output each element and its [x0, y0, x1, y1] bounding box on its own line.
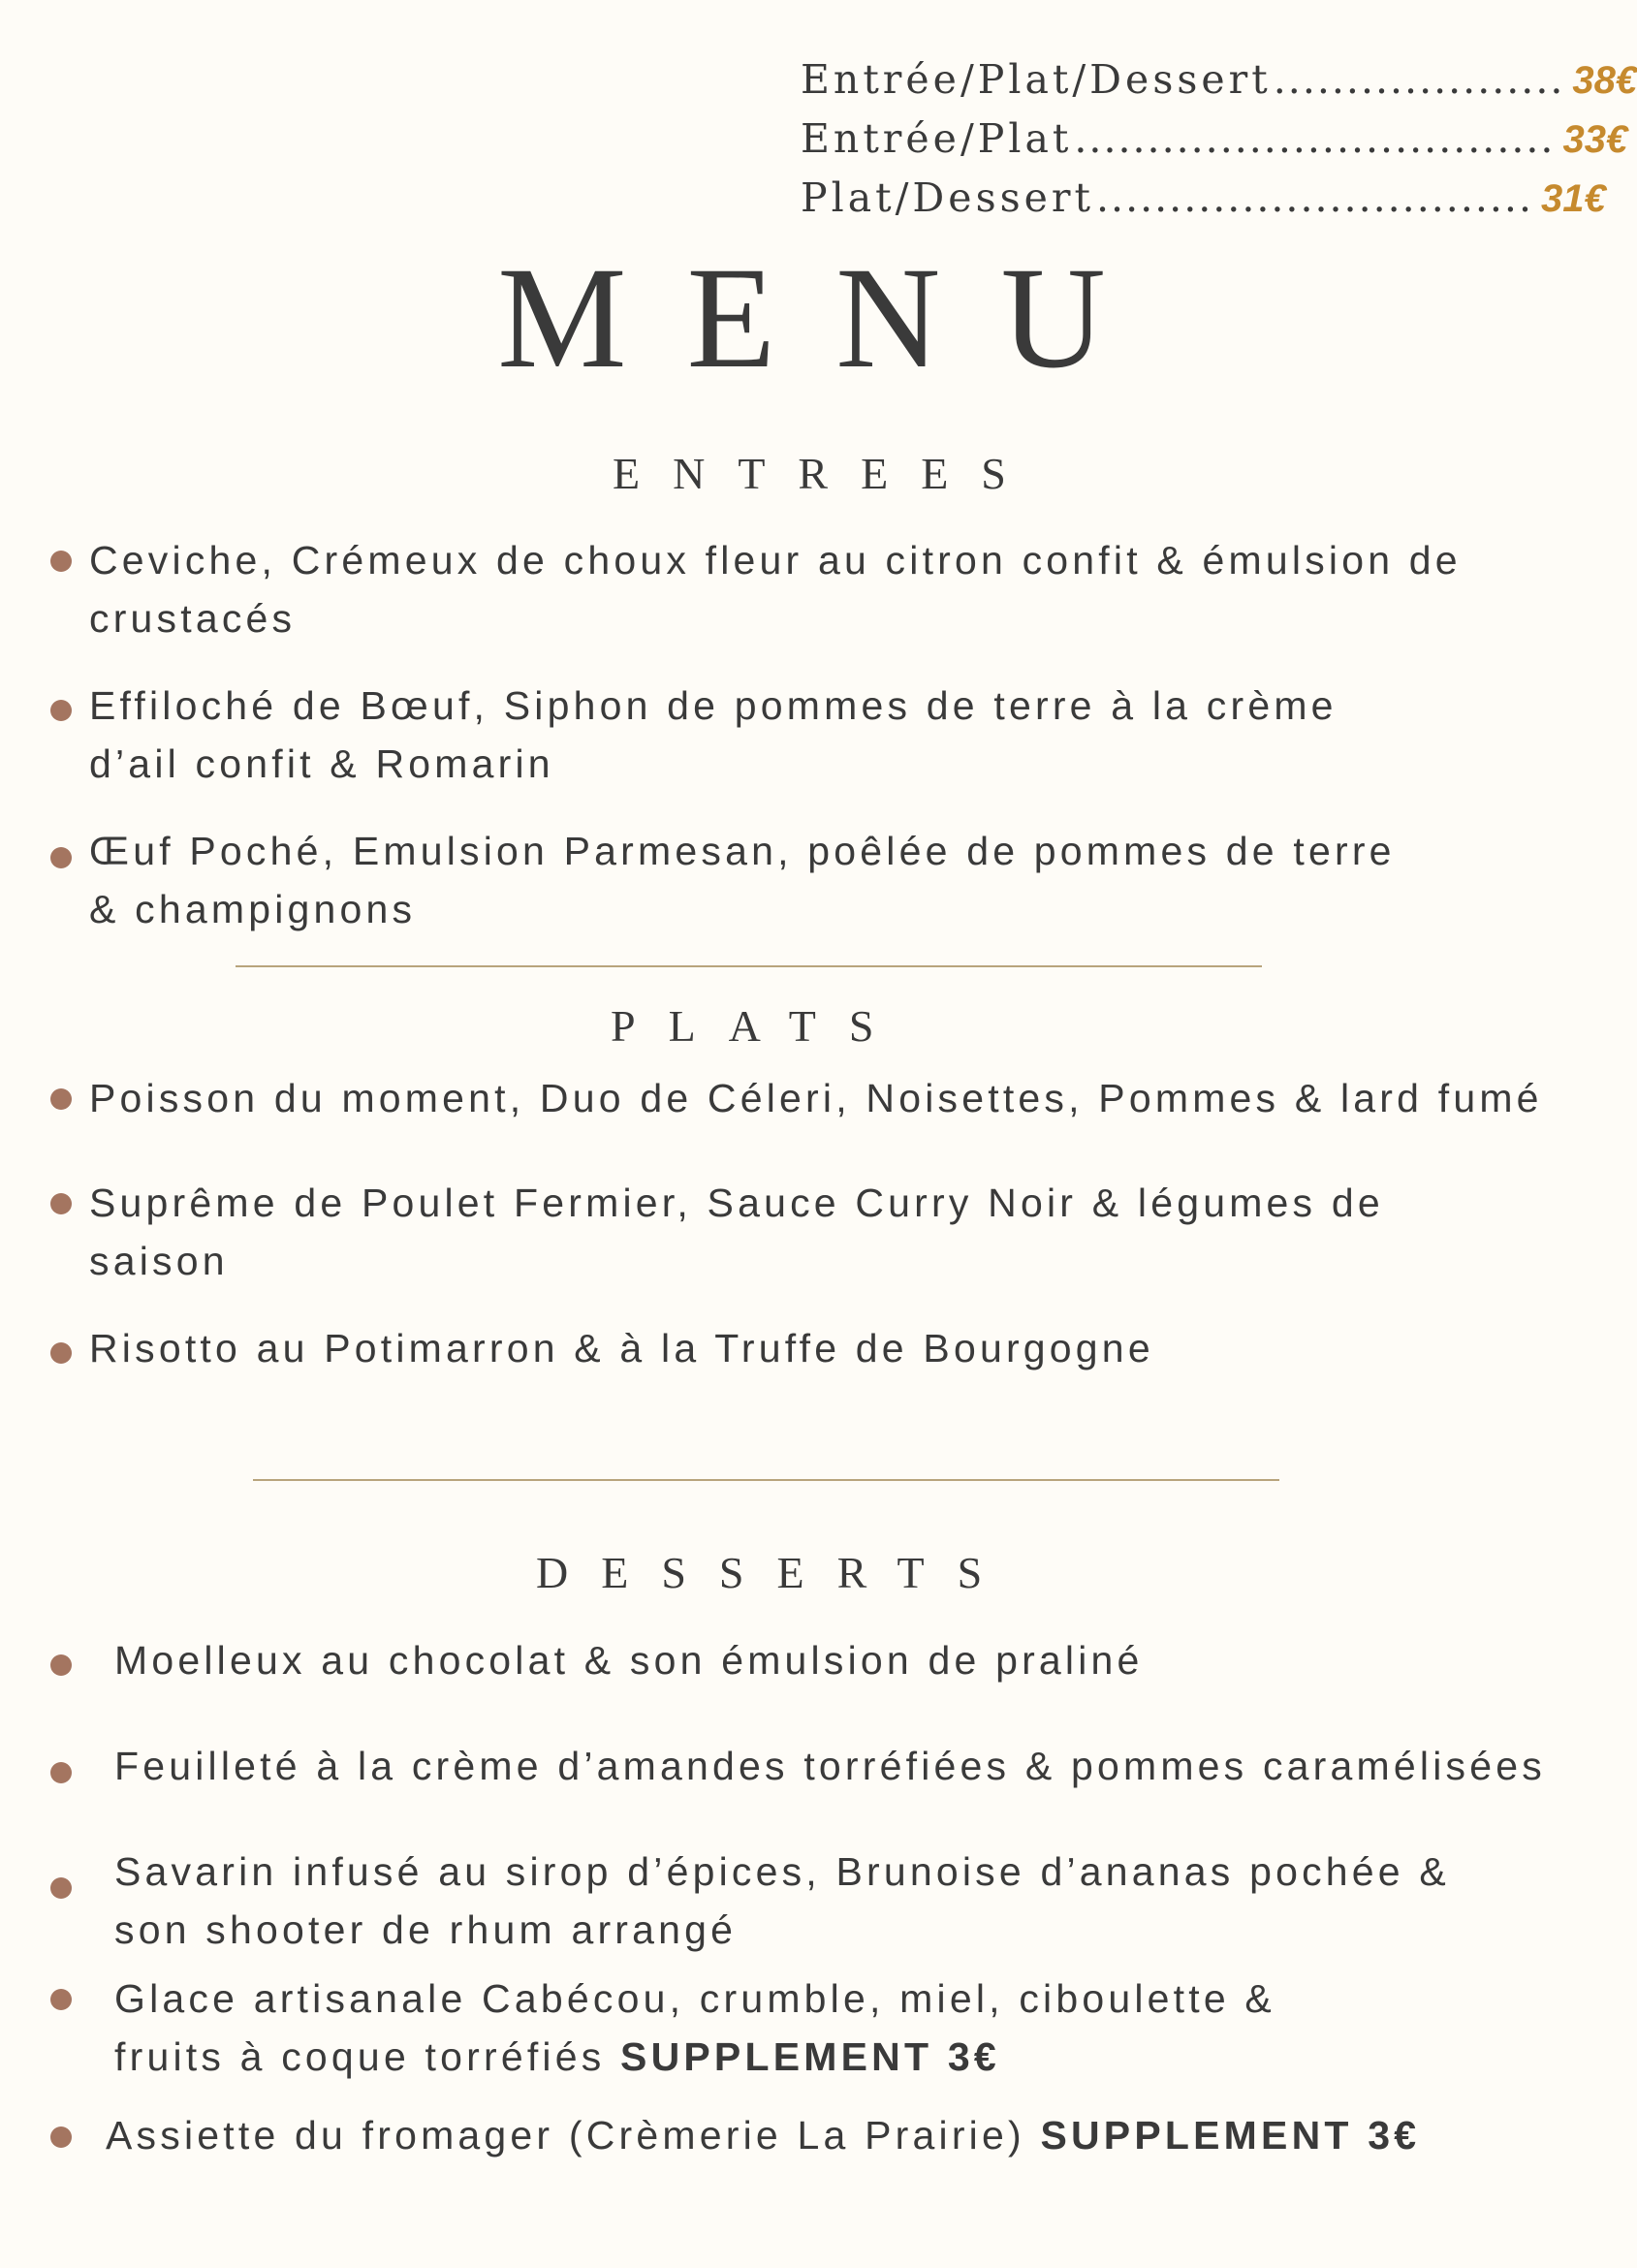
menu-item-text: [89, 1174, 1384, 1290]
price-leader-dots: .................................: [1074, 115, 1556, 162]
price-label: Entrée/Plat/Dessert: [801, 56, 1272, 103]
menu-item-line: [114, 2028, 1275, 2086]
menu-item-line: Suprême de Poulet Fermier, Sauce Curry Noir & légumes de: [89, 1181, 1384, 1225]
menu-item-line: Risotto au Potimarron & à la Truffe de Bourgogne: [89, 1326, 1154, 1370]
menu-item-text: [114, 1737, 1546, 1795]
menu-item-text: [106, 2106, 1420, 2164]
price-label: Entrée/Plat: [801, 115, 1073, 162]
section-title-plats: PLATS: [611, 1001, 907, 1051]
supplement-label: SUPPLEMENT 3€: [620, 2034, 1000, 2079]
menu-item-line: crustacés: [89, 596, 297, 641]
menu-item-text: [89, 1319, 1154, 1377]
price-leader-dots: ....................: [1273, 56, 1565, 103]
menu-item-line-text: Assiette du fromager (Crèmerie La Prairie): [106, 2113, 1041, 2158]
bullet-icon: [50, 1342, 72, 1364]
supplement-label: SUPPLEMENT 3€: [1040, 2113, 1421, 2158]
menu-item-line: son shooter de rhum arrangé: [114, 1907, 738, 1952]
price-value: 31€: [1540, 177, 1606, 220]
menu-item-text: [89, 677, 1338, 793]
price-row: [801, 174, 1606, 234]
divider: [236, 965, 1262, 967]
bullet-icon: [50, 1193, 72, 1214]
menu-item-line: Ceviche, Crémeux de choux fleur au citron confit & émulsion de: [89, 538, 1462, 583]
menu-item-line: Feuilleté à la crème d’amandes torréfiées & pommes caramélisées: [114, 1744, 1546, 1788]
menu-item-line: Glace artisanale Cabécou, crumble, miel, ciboulette &: [114, 1976, 1275, 2021]
bullet-icon: [50, 1989, 72, 2010]
section-title-entrees: ENTREES: [613, 449, 1039, 498]
price-value: 38€: [1572, 59, 1637, 102]
menu-item-text: [89, 822, 1396, 938]
price-list: [801, 56, 1637, 234]
menu-item-text: [114, 1631, 1144, 1689]
menu-item-line: d’ail confit & Romarin: [89, 741, 554, 786]
menu-item-line: Effiloché de Bœuf, Siphon de pommes de terre à la crème: [89, 683, 1338, 728]
menu-item-line: Savarin infusé au sirop d’épices, Brunoise d’ananas pochée &: [114, 1849, 1450, 1894]
bullet-icon: [50, 2126, 72, 2148]
menu-item-text: [89, 1069, 1543, 1127]
menu-item-text: [114, 1843, 1450, 1959]
menu-item-text: [89, 531, 1462, 647]
menu-item-line: saison: [89, 1239, 229, 1283]
bullet-icon: [50, 1877, 72, 1899]
menu-item-line: Œuf Poché, Emulsion Parmesan, poêlée de pommes de terre: [89, 829, 1396, 873]
bullet-icon: [50, 551, 72, 572]
bullet-icon: [50, 1654, 72, 1676]
bullet-icon: [50, 1762, 72, 1783]
menu-item-line: Poisson du moment, Duo de Céleri, Noisettes, Pommes & lard fumé: [89, 1076, 1543, 1120]
menu-item-text: [114, 1969, 1275, 2086]
price-leader-dots: ..............................: [1096, 174, 1533, 221]
divider: [253, 1479, 1279, 1481]
price-row: [801, 115, 1628, 174]
menu-item-line-text: fruits à coque torréfiés: [114, 2034, 621, 2079]
price-row: [801, 56, 1637, 115]
menu-item-line: Moelleux au chocolat & son émulsion de praliné: [114, 1638, 1144, 1683]
price-value: 33€: [1562, 118, 1628, 161]
menu-item-line: & champignons: [89, 887, 417, 931]
section-title-desserts: DESSERTS: [536, 1548, 1016, 1597]
bullet-icon: [50, 700, 72, 721]
page-title: MENU: [497, 237, 1166, 398]
menu-item-line: [106, 2106, 1420, 2164]
bullet-icon: [50, 1088, 72, 1110]
price-label: Plat/Dessert: [801, 174, 1094, 221]
bullet-icon: [50, 847, 72, 868]
